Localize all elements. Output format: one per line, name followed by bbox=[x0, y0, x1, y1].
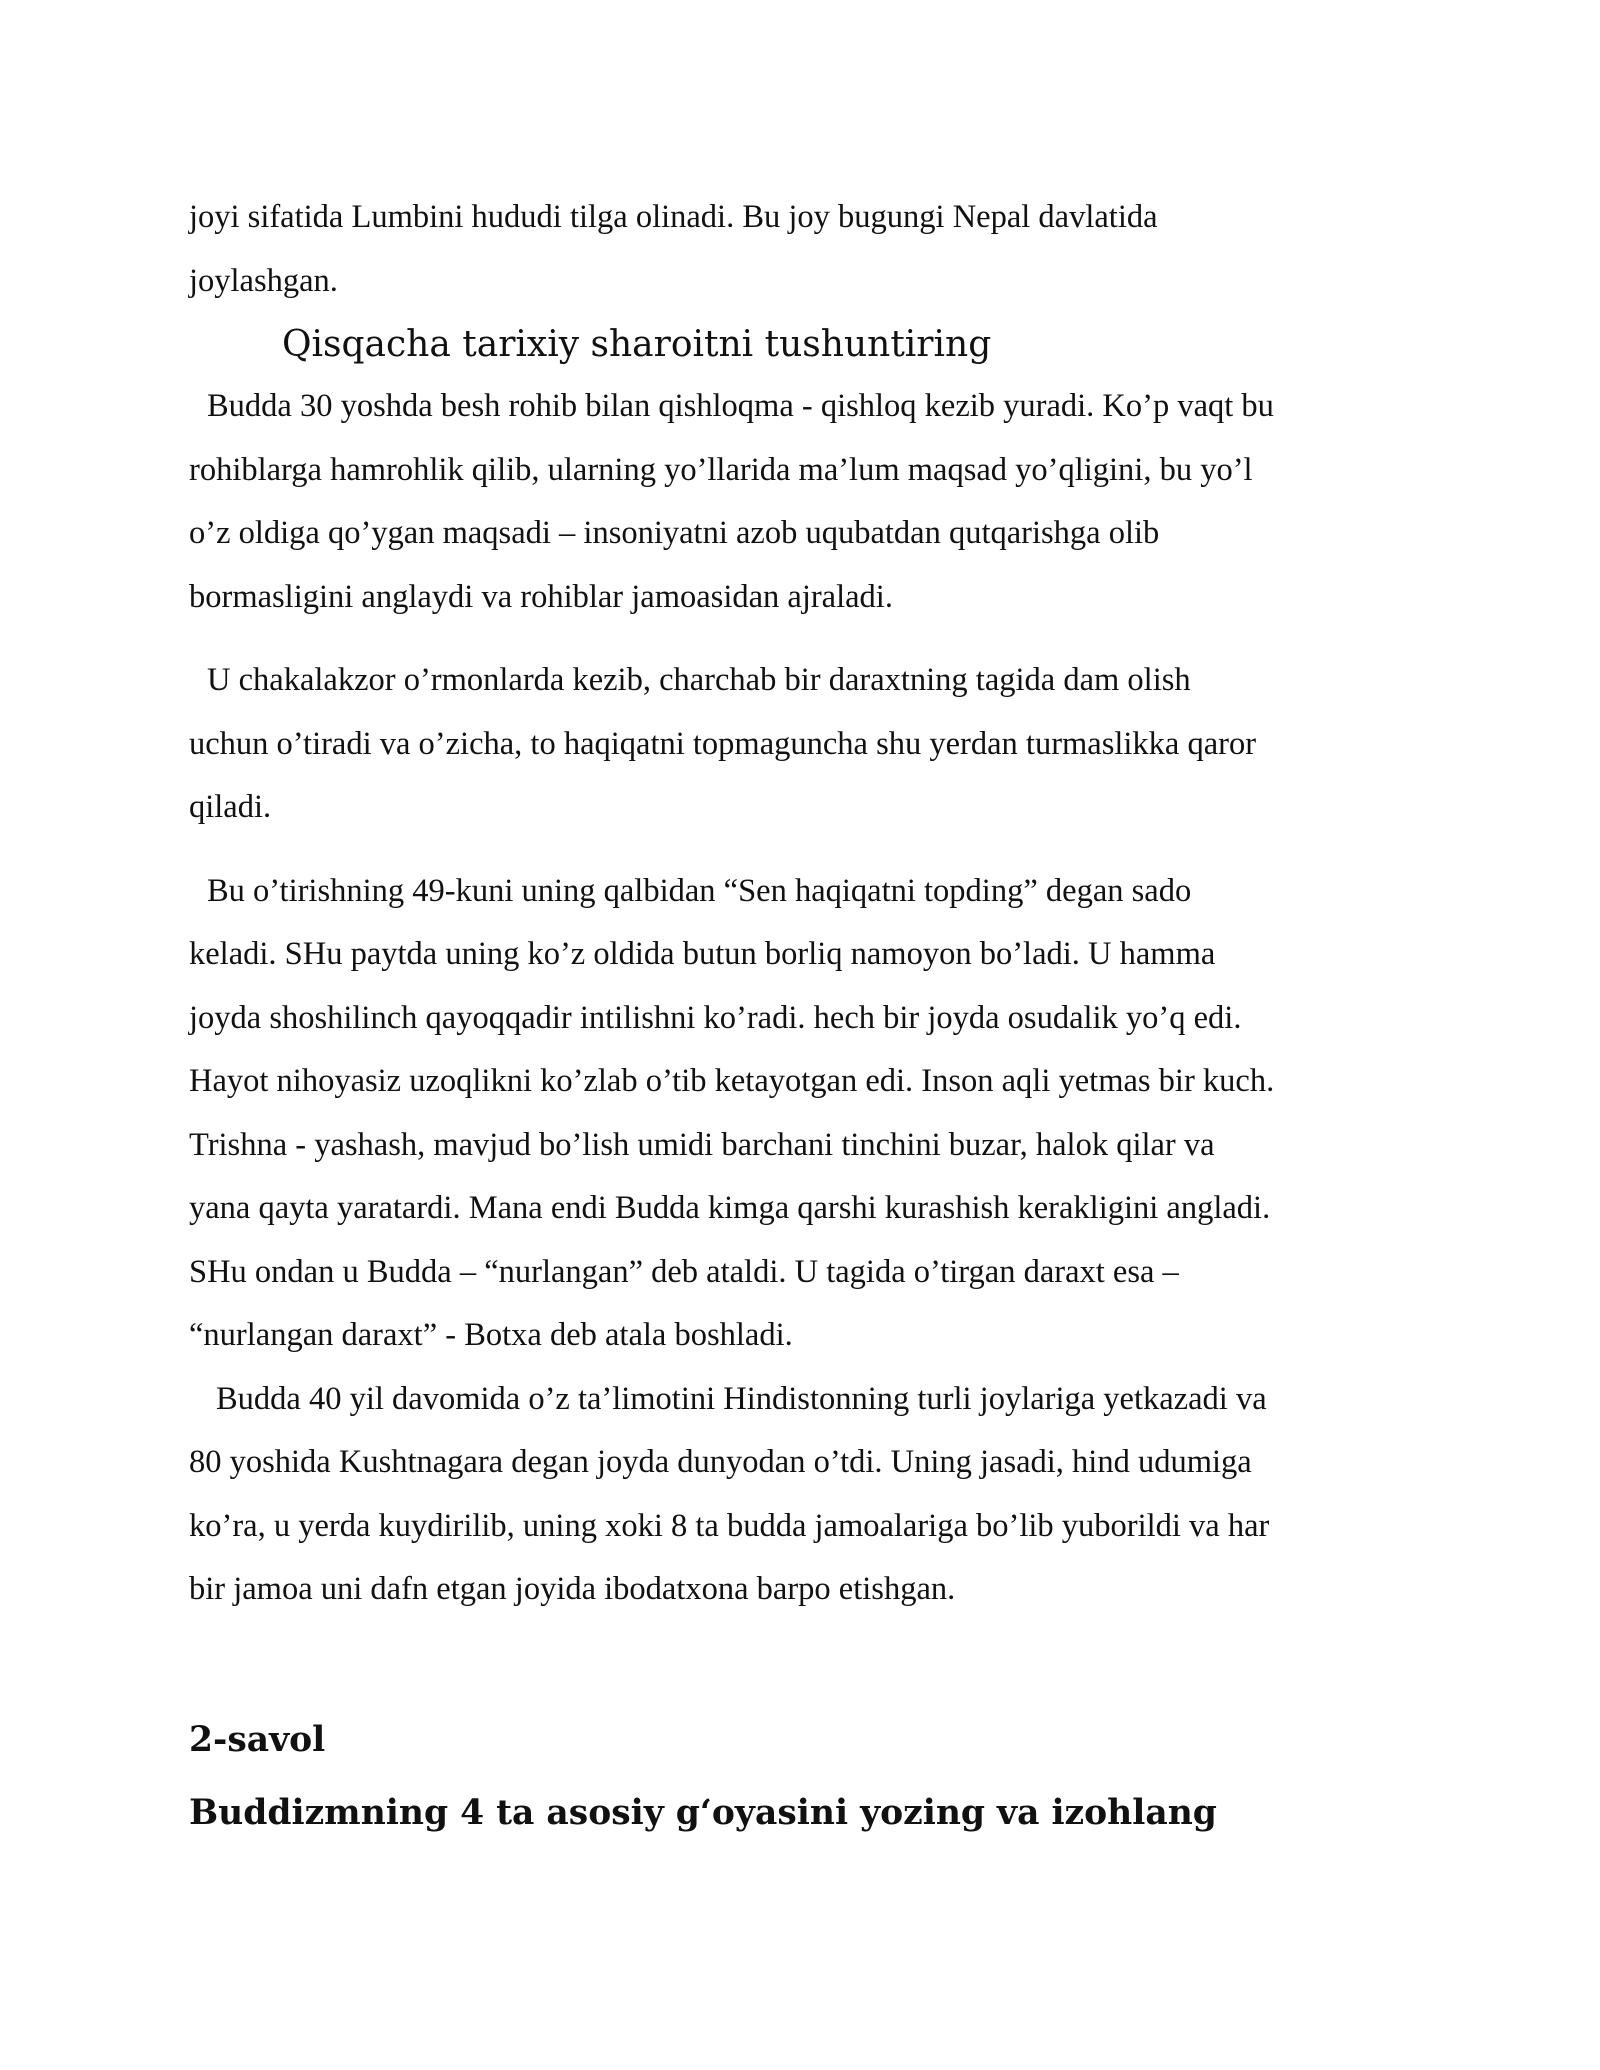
paragraph-spacing bbox=[189, 629, 1419, 649]
text-line: joylashgan. bbox=[189, 262, 338, 299]
text-line: SHu ondan u Budda – “nurlangan” deb ataldi. U tagida o’tirgan daraxt esa – bbox=[189, 1253, 1179, 1290]
text-line: rohiblarga hamrohlik qilib, ularning yo’llarida ma’lum maqsad yo’qligini, bu yo’l bbox=[189, 451, 1253, 488]
section-subheading: Qisqacha tarixiy sharoitni tushuntiring bbox=[282, 324, 992, 365]
text-line bbox=[189, 375, 1419, 439]
text-line: “nurlangan daraxt” - Botxa deb atala boshladi. bbox=[189, 1317, 793, 1353]
paragraph-1 bbox=[189, 375, 1419, 629]
paragraph-3 bbox=[189, 860, 1419, 1368]
text-line: 80 yoshida Kushtnagara degan joyda dunyodan o’tdi. Uning jasadi, hind udumiga bbox=[189, 1444, 1252, 1480]
text-line-content: Budda 40 yil davomida o’z ta’limotini Hindistonning turli joylariga yetkazadi va bbox=[216, 1380, 1267, 1417]
text-line: uchun o’tiradi va o’zicha, to haqiqatni topmaguncha shu yerdan turmaslikka qaror bbox=[189, 725, 1257, 762]
text-line: ko’ra, u yerda kuydirilib, uning xoki 8 ta budda jamoalariga bo’lib yuborildi va har bbox=[189, 1507, 1270, 1544]
text-line: qiladi. bbox=[189, 789, 272, 825]
paragraph-4 bbox=[189, 1368, 1419, 1622]
text-line bbox=[189, 649, 1419, 713]
intro-paragraph bbox=[189, 186, 1419, 313]
text-line: bir jamoa uni dafn etgan joyida ibodatxona barpo etishgan. bbox=[189, 1571, 956, 1607]
text-line: keladi. SHu paytda uning ko’z oldida butun borliq namoyon bo’ladi. U hamma bbox=[189, 936, 1216, 972]
text-line bbox=[189, 1368, 1419, 1432]
paragraph-2 bbox=[189, 649, 1419, 840]
text-line bbox=[189, 860, 1419, 924]
question-title: Buddizmning 4 ta asosiy g‘oyasini yozing va izohlang bbox=[189, 1792, 1217, 1833]
text-line-content: Budda 30 yoshda besh rohib bilan qishloqma - qishloq kezib yuradi. Ko’p vaqt bu bbox=[207, 388, 1274, 424]
text-line-content: U chakalakzor o’rmonlarda kezib, charchab bir daraxtning tagida dam olish bbox=[207, 662, 1191, 698]
text-line: bormasligini anglaydi va rohiblar jamoasidan ajraladi. bbox=[189, 578, 893, 615]
document-body bbox=[189, 186, 1419, 1833]
text-line: o’z oldiga qo’ygan maqsadi – insoniyatni azob uqubatdan qutqarishga olib bbox=[189, 515, 1160, 551]
text-line-content: Bu o’tirishning 49-kuni uning qalbidan “Sen haqiqatni topding” degan sado bbox=[207, 872, 1192, 909]
text-line: yana qayta yaratardi. Mana endi Budda kimga qarshi kurashish kerakligini angladi. bbox=[189, 1190, 1271, 1226]
text-line: Trishna - yashash, mavjud bo’lish umidi barchani tinchini buzar, halok qilar va bbox=[189, 1126, 1215, 1163]
paragraph-spacing bbox=[189, 840, 1419, 860]
text-line: Hayot nihoyasiz uzoqlikni ko’zlab o’tib ketayotgan edi. Inson aqli yetmas bir kuch. bbox=[189, 1063, 1275, 1099]
text-line: joyi sifatida Lumbini hududi tilga olinadi. Bu joy bugungi Nepal davlatida bbox=[189, 199, 1158, 235]
text-line: joyda shoshilinch qayoqqadir intilishni ko’radi. hech bir joyda osudalik yo’q edi. bbox=[189, 999, 1242, 1036]
question-number: 2-savol bbox=[189, 1719, 326, 1760]
